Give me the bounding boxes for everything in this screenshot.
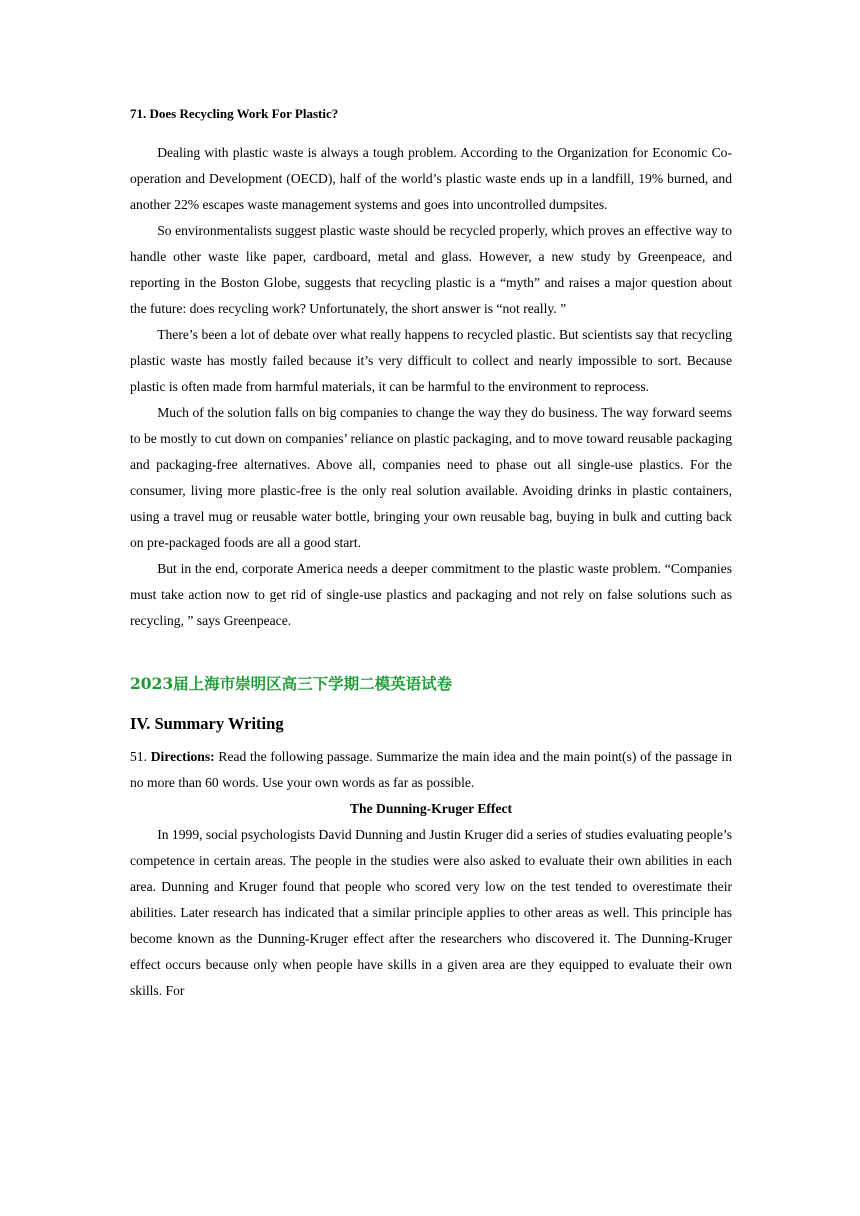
exam-heading: 2023届上海市崇明区高三下学期二模英语试卷 (130, 674, 453, 693)
section-title: IV. Summary Writing (130, 714, 284, 733)
summary-passage (130, 822, 732, 1004)
directions-text: Read the following passage. Summarize the main idea and the main point(s) of the passage in no more than 60 words. Use your own words as far as possible. (130, 749, 732, 790)
passage-paragraph: In 1999, social psychologists David Dunning and Justin Kruger did a series of studies evaluating people’s competence in certain areas. The people in the studies were also asked to evaluate their own abilities in each area. Dunning and Kruger found that people who scored very low on the test tended to overestimate their abilities. Later research has indicated that a similar principle applies to other areas as well. This principle has become known as the Dunning-Kruger effect after the researchers who discovered it. The Dunning-Kruger effect occurs because only when people have skills in a given area are they equipped to evaluate their own skills. For (130, 827, 732, 998)
passage-paragraph: Dealing with plastic waste is always a tough problem. According to the Organization for Economic Co-operation and Development (OECD), half of the world’s plastic waste ends up in a landfill, 19% burned, and another 22% escapes waste management systems and goes into uncontrolled dumpsites. (130, 145, 732, 212)
passage-paragraph: There’s been a lot of debate over what really happens to recycled plastic. But scientists say that recycling plastic waste has mostly failed because it’s very difficult to collect and nearly impossible to sort. Because plastic is often made from harmful materials, it can be harmful to the environment to reprocess. (130, 327, 732, 394)
passage-paragraph: But in the end, corporate America needs a deeper commitment to the plastic waste problem. “Companies must take action now to get rid of single-use plastics and packaging and not rely on false solutions such as recycling, ” says Greenpeace. (130, 561, 732, 628)
passage-paragraph: Much of the solution falls on big companies to change the way they do business. The way forward seems to be mostly to cut down on companies’ reliance on plastic packaging, and to move toward reusable packaging and packaging-free alternatives. Above all, companies need to phase out all single-use plastics. For the consumer, living more plastic-free is the only real solution available. Avoiding drinks in plastic containers, using a travel mug or reusable water bottle, bringing your own reusable bag, buying in bulk and cutting back on pre-packaged foods are all a good start. (130, 405, 732, 550)
question-71-title: 71. Does Recycling Work For Plastic? (130, 106, 339, 121)
directions-label: Directions: (150, 749, 215, 764)
directions (130, 744, 732, 796)
document-page (130, 104, 732, 1004)
question-number: 51. (130, 749, 151, 764)
question-71-passage (130, 140, 732, 634)
passage-paragraph: So environmentalists suggest plastic waste should be recycled properly, which proves an effective way to handle other waste like paper, cardboard, metal and glass. However, a new study by Greenpeace, and reporting in the Boston Globe, suggests that recycling plastic is a “myth” and raises a major question about the future: does recycling work? Unfortunately, the short answer is “not really. ” (130, 223, 732, 316)
passage-title: The Dunning-Kruger Effect (349, 801, 513, 816)
